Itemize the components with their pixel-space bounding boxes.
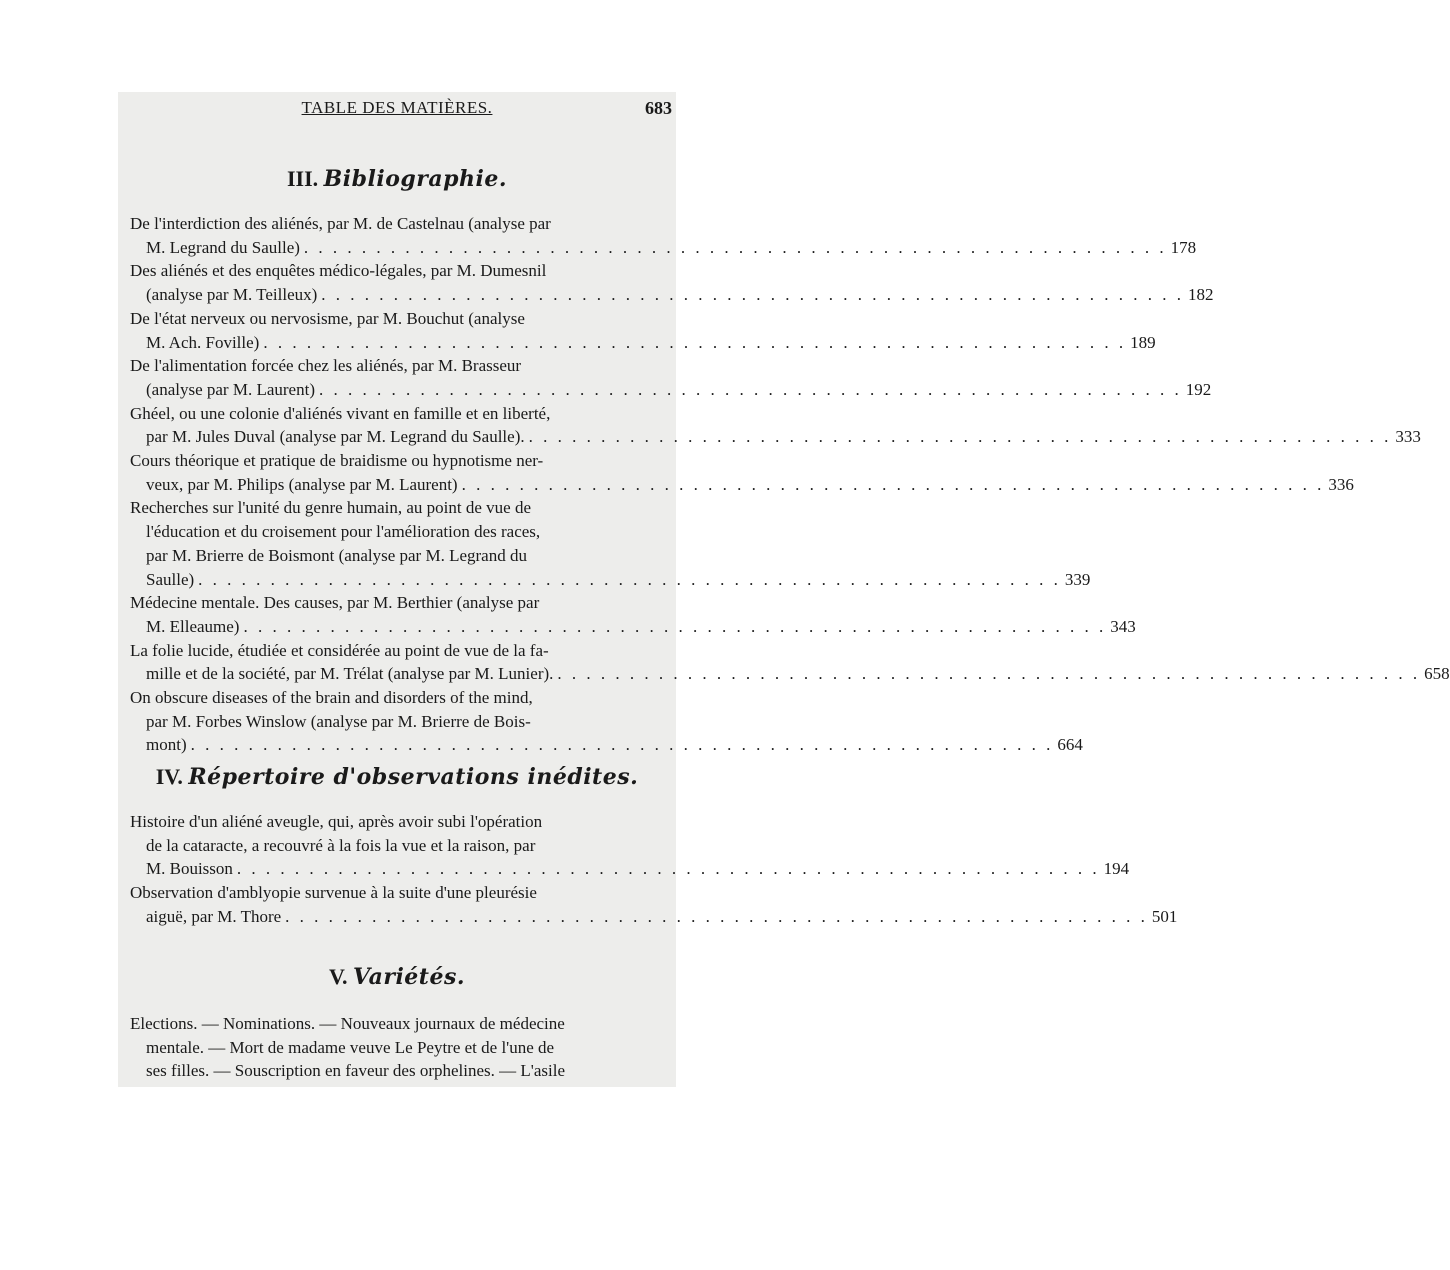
- toc-entry-line: De l'état nerveux ou nervosisme, par M. Bouchut (analyse: [130, 308, 525, 328]
- toc-page-number: 189: [1130, 332, 1156, 352]
- toc-entry-line: M. Bouisson: [146, 859, 233, 879]
- section-heading-v: [118, 964, 676, 990]
- toc-entry: [130, 881, 1178, 928]
- dot-leader: . . . . . . . . . . . . . . . . . . . . . . . . . . . . . . . . . . . . . . . . . . . . . . . . . . . . . . . . . . . .: [285, 906, 1148, 926]
- toc-page-number: 664: [1057, 735, 1083, 755]
- toc-entry-line: mille et de la société, par M. Trélat (analyse par M. Lunier).: [146, 664, 554, 684]
- toc-entry-line: (analyse par M. Teilleux): [146, 285, 318, 305]
- toc-entry: [130, 259, 1214, 306]
- toc-page-number: 336: [1328, 474, 1354, 494]
- toc-entry-line: par M. Jules Duval (analyse par M. Legrand du Saulle).: [146, 427, 525, 447]
- toc-entry: [130, 686, 1083, 757]
- toc-page-number: 343: [1110, 616, 1136, 636]
- varietes-text: [130, 1012, 628, 1083]
- page-number: 683: [645, 98, 672, 118]
- toc-entry-line: M. Legrand du Saulle): [146, 237, 300, 257]
- dot-leader: . . . . . . . . . . . . . . . . . . . . . . . . . . . . . . . . . . . . . . . . . . . . . . . . . . . . . . . . . . . .: [318, 379, 1182, 399]
- toc-entry-line: de la cataracte, a recouvré à la fois la vue et la raison, par: [146, 835, 536, 855]
- section-heading-iv: [118, 764, 676, 790]
- toc-page-number: 501: [1151, 906, 1178, 926]
- toc-page-number: 339: [1064, 569, 1091, 589]
- dot-leader: . . . . . . . . . . . . . . . . . . . . . . . . . . . . . . . . . . . . . . . . . . . . . . . . . . . . . . . . . . . .: [243, 616, 1107, 636]
- toc-entry-line: De l'interdiction des aliénés, par M. de Castelnau (analyse par: [130, 214, 551, 233]
- toc-entry-line: par M. Brierre de Boismont (analyse par M. Legrand du: [146, 545, 527, 565]
- toc-page-number: 182: [1188, 285, 1214, 305]
- toc-page-number: 658: [1424, 664, 1450, 684]
- dot-leader: . . . . . . . . . . . . . . . . . . . . . . . . . . . . . . . . . . . . . . . . . . . . . . . . . . . . . . . . . . . .: [557, 664, 1421, 684]
- section-number: III.: [286, 166, 319, 191]
- toc-page-number: 333: [1395, 427, 1421, 447]
- toc-entry: [130, 354, 1212, 401]
- toc-entry-line: Saulle): [146, 569, 195, 589]
- toc-entry-line: Cours théorique et pratique de braidisme ou hypnotisme ner-: [130, 451, 544, 471]
- running-head: [118, 98, 676, 126]
- dot-leader: . . . . . . . . . . . . . . . . . . . . . . . . . . . . . . . . . . . . . . . . . . . . . . . . . . . . . . . . . . . .: [190, 735, 1054, 755]
- prose-line: mentale. — Mort de madame veuve Le Peytre et de l'une de: [146, 1037, 555, 1057]
- toc-entry-line: (analyse par M. Laurent): [146, 379, 315, 399]
- dot-leader: . . . . . . . . . . . . . . . . . . . . . . . . . . . . . . . . . . . . . . . . . . . . . . . . . . . . . . . . . . . .: [303, 237, 1167, 257]
- toc-entry: [130, 496, 1091, 591]
- toc-entry: [130, 402, 1421, 449]
- prose-line: ses filles. — Souscription en faveur des orphelines. — L'asile: [146, 1061, 565, 1081]
- toc-entry-line: M. Elleaume): [146, 616, 240, 636]
- dot-leader: . . . . . . . . . . . . . . . . . . . . . . . . . . . . . . . . . . . . . . . . . . . . . . . . . . . . . . . . . . . .: [321, 285, 1185, 305]
- toc-entry: [130, 449, 1354, 496]
- toc-entry: [130, 810, 1130, 881]
- toc-entry-line: Histoire d'un aliéné aveugle, qui, après avoir subi l'opération: [130, 812, 543, 831]
- dot-leader: . . . . . . . . . . . . . . . . . . . . . . . . . . . . . . . . . . . . . . . . . . . . . . . . . . . . . . . . . . . .: [528, 427, 1392, 447]
- toc-entry-line: M. Ach. Foville): [146, 332, 260, 352]
- toc-page-number: 178: [1170, 237, 1197, 257]
- toc-entry-line: De l'alimentation forcée chez les aliénés, par M. Brasseur: [130, 356, 522, 376]
- toc-page-number: 194: [1103, 859, 1130, 879]
- toc-entry: [130, 212, 1197, 259]
- dot-leader: . . . . . . . . . . . . . . . . . . . . . . . . . . . . . . . . . . . . . . . . . . . . . . . . . . . . . . . . . . . .: [461, 474, 1325, 494]
- toc-entry: [130, 639, 1450, 686]
- section-title: Répertoire d'observations inédites.: [188, 764, 639, 790]
- running-head-title: TABLE DES MATIÈRES.: [301, 98, 493, 117]
- toc-entry: [130, 307, 1156, 354]
- toc-entry-line: aiguë, par M. Thore: [146, 906, 282, 926]
- section-title: Variétés.: [353, 964, 466, 990]
- prose-line: Elections. — Nominations. — Nouveaux journaux de médecine: [130, 1014, 565, 1033]
- toc-entry-line: Des aliénés et des enquêtes médico-légales, par M. Dumesnil: [130, 261, 547, 281]
- toc-entry-line: La folie lucide, étudiée et considérée au point de vue de la fa-: [130, 640, 549, 660]
- toc-entry-line: On obscure diseases of the brain and disorders of the mind,: [130, 688, 533, 708]
- section-heading-iii: [118, 166, 676, 192]
- toc-entry-line: mont): [146, 735, 187, 755]
- entries-bibliographie: [130, 212, 1450, 757]
- dot-leader: . . . . . . . . . . . . . . . . . . . . . . . . . . . . . . . . . . . . . . . . . . . . . . . . . . . . . . . . . . . .: [263, 332, 1127, 352]
- toc-entry-line: Recherches sur l'unité du genre humain, au point de vue de: [130, 498, 532, 518]
- entries-repertoire: [130, 810, 1178, 929]
- dot-leader: . . . . . . . . . . . . . . . . . . . . . . . . . . . . . . . . . . . . . . . . . . . . . . . . . . . . . . . . . . . .: [236, 859, 1100, 879]
- toc-entry-line: Observation d'amblyopie survenue à la suite d'une pleurésie: [130, 883, 537, 903]
- section-number: IV.: [155, 764, 183, 789]
- book-page: [118, 92, 1450, 1087]
- section-number: V.: [328, 964, 348, 989]
- toc-entry-line: l'éducation et du croisement pour l'amélioration des races,: [146, 522, 541, 542]
- toc-entry-line: Ghéel, ou une colonie d'aliénés vivant en famille et en liberté,: [130, 403, 551, 423]
- toc-entry-line: Médecine mentale. Des causes, par M. Berthier (analyse par: [130, 593, 540, 613]
- section-title: Bibliographie.: [323, 166, 508, 192]
- dot-leader: . . . . . . . . . . . . . . . . . . . . . . . . . . . . . . . . . . . . . . . . . . . . . . . . . . . . . . . . . . . .: [198, 569, 1061, 589]
- toc-page-number: 192: [1185, 379, 1212, 399]
- toc-entry-line: par M. Forbes Winslow (analyse par M. Brierre de Bois-: [146, 711, 531, 731]
- toc-entry: [130, 591, 1136, 638]
- toc-entry-line: veux, par M. Philips (analyse par M. Laurent): [146, 474, 458, 494]
